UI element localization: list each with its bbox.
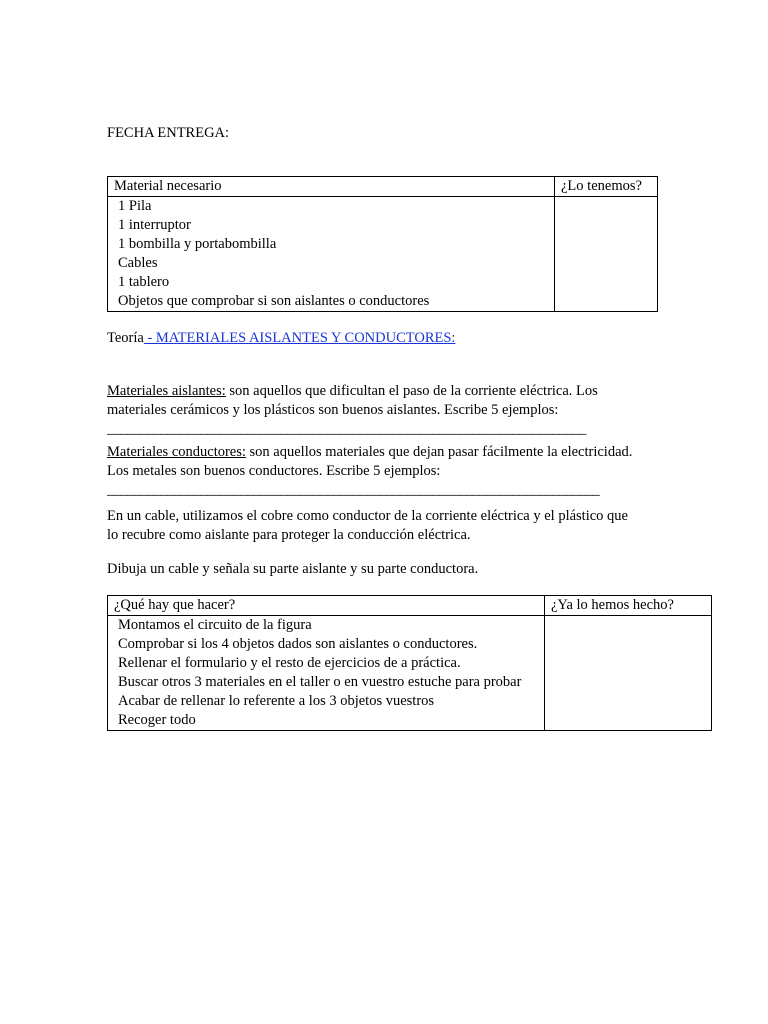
list-item: Objetos que comprobar si son aislantes o conductores [118, 293, 430, 309]
list-item: Cables [118, 255, 158, 271]
check-cell [545, 616, 712, 731]
aislantes-text-2: materiales cerámicos y los plásticos son buenos aislantes. Escribe 5 ejemplos: [107, 402, 559, 418]
conductores-text-2: Los metales son buenos conductores. Escribe 5 ejemplos: [107, 463, 441, 479]
table-row [108, 616, 712, 731]
conductores-text-1: son aquellos materiales que dejan pasar fácilmente la electricidad. [245, 444, 633, 460]
conductores-paragraph [107, 443, 667, 500]
conductores-term: Materiales conductores: [107, 444, 246, 460]
list-item: Acabar de rellenar lo referente a los 3 objetos vuestros [118, 693, 435, 709]
tasks-table [107, 595, 712, 731]
header-ya-lo-hemos-hecho: ¿Ya lo hemos hecho? [545, 596, 712, 616]
header-material-necesario: Material necesario [108, 177, 555, 197]
table-header-row [108, 596, 712, 616]
dibuja-instruction: Dibuja un cable y señala su parte aislante y su parte conductora. [107, 561, 479, 577]
list-item: Recoger todo [118, 712, 196, 728]
aislantes-text-1: son aquellos que dificultan el paso de la corriente eléctrica. Los [225, 383, 598, 399]
header-que-hay-que-hacer: ¿Qué hay que hacer? [108, 596, 545, 616]
list-item: 1 Pila [118, 198, 152, 214]
list-item: Rellenar el formulario y el resto de ejercicios de a práctica. [118, 655, 461, 671]
list-item: Montamos el circuito de la figura [118, 617, 312, 633]
check-cell [555, 197, 658, 312]
cable-text-2: lo recubre como aislante para proteger la conducción eléctrica. [107, 527, 471, 543]
list-item: 1 tablero [118, 274, 170, 290]
fecha-entrega: FECHA ENTREGA: [107, 125, 230, 141]
teoria-label: Teoría [107, 330, 144, 346]
cable-paragraph [107, 507, 667, 545]
teoria-heading [107, 329, 667, 348]
tasks-list [108, 616, 545, 731]
aislantes-answer-line: ________________________________________________________________________ [107, 421, 586, 437]
teoria-link[interactable]: - MATERIALES AISLANTES Y CONDUCTORES: [143, 330, 456, 346]
list-item: Buscar otros 3 materiales en el taller o en vuestro estuche para probar [118, 674, 522, 690]
table-header-row [108, 177, 658, 197]
header-lo-tenemos: ¿Lo tenemos? [555, 177, 658, 197]
cable-text-1: En un cable, utilizamos el cobre como conductor de la corriente eléctrica y el plástico que [107, 508, 628, 524]
aislantes-paragraph [107, 382, 667, 439]
list-item: 1 bombilla y portabombilla [118, 236, 277, 252]
conductores-answer-line: __________________________________________________________________________ [107, 482, 600, 498]
materials-table [107, 176, 658, 312]
list-item: 1 interruptor [118, 217, 191, 233]
materials-list [108, 197, 555, 312]
aislantes-term: Materiales aislantes: [107, 383, 226, 399]
list-item: Comprobar si los 4 objetos dados son aislantes o conductores. [118, 636, 478, 652]
table-row [108, 197, 658, 312]
